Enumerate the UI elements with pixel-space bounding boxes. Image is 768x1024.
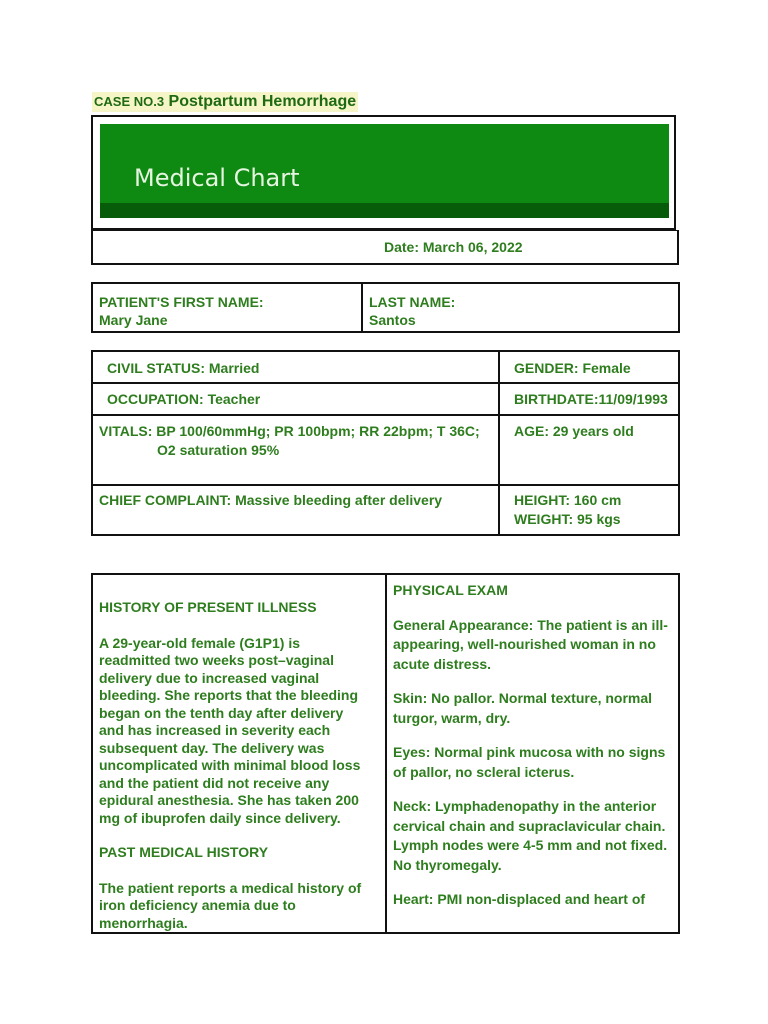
history-exam-table — [91, 573, 680, 934]
occupation: OCCUPATION: Teacher — [92, 383, 499, 415]
pe-skin: Skin: No pallor. Normal texture, normal turgor, warm, dry. — [393, 690, 653, 726]
age: AGE: 29 years old — [499, 415, 679, 485]
height-weight-cell — [499, 485, 679, 535]
chief-complaint: CHIEF COMPLAINT: Massive bleeding after delivery — [92, 485, 499, 535]
medical-chart-banner — [100, 124, 669, 218]
pmh-heading: PAST MEDICAL HISTORY — [99, 844, 269, 860]
pe-general: General Appearance: The patient is an ill-appearing, well-nourished woman in no acute distress. — [393, 616, 668, 672]
pe-heading: PHYSICAL EXAM — [393, 582, 508, 598]
gender: GENDER: Female — [499, 351, 679, 383]
patient-info-table — [91, 350, 680, 536]
banner-title: Medical Chart — [134, 164, 300, 192]
last-name-label: LAST NAME: — [369, 294, 456, 310]
first-name-label: PATIENT'S FIRST NAME: — [99, 294, 264, 310]
patient-name-table — [91, 282, 680, 333]
pe-heart: Heart: PMI non-displaced and heart of — [393, 891, 646, 907]
pe-neck: Neck: Lymphadenopathy in the anterior cervical chain and supraclavicular chain. Lymph nodes were 4-5 mm and not fixed. No thyromegaly. — [393, 798, 668, 873]
case-name: Postpartum Hemorrhage — [168, 93, 357, 110]
case-number: CASE NO.3 — [94, 94, 165, 109]
hpi-text: A 29-year-old female (G1P1) is readmitted two weeks post–vaginal delivery due to increased vaginal bleeding. She reports that the bleeding began on the tenth day after delivery and has increased in severity each subsequent day. The delivery was uncomplicated with minimal blood loss and the patient did not receive any epidural anesthesia. She has taken 200 mg of ibuprofen daily since delivery. — [99, 634, 361, 826]
chart-header — [91, 115, 676, 230]
first-name-cell — [92, 283, 362, 332]
pe-eyes: Eyes: Normal pink mucosa with no signs of pallor, no scleral icterus. — [393, 744, 666, 780]
vitals-line-1: VITALS: BP 100/60mmHg; PR 100bpm; RR 22bpm; T 36C; — [99, 423, 480, 439]
civil-status: CIVIL STATUS: Married — [92, 351, 499, 383]
first-name-value: Mary Jane — [99, 312, 168, 328]
vitals-cell — [92, 415, 499, 485]
height: HEIGHT: 160 cm — [514, 492, 622, 508]
case-title — [92, 92, 358, 112]
birthdate: BIRTHDATE:11/09/1993 — [499, 383, 679, 415]
physical-exam-cell — [386, 574, 679, 933]
banner-stripe — [100, 203, 669, 218]
hpi-heading: HISTORY OF PRESENT ILLNESS — [99, 599, 317, 615]
weight: WEIGHT: 95 kgs — [514, 511, 621, 527]
date-row — [91, 230, 679, 265]
last-name-value: Santos — [369, 312, 416, 328]
vitals-line-2: O2 saturation 95% — [157, 442, 280, 458]
history-cell — [92, 574, 386, 933]
chart-date: Date: March 06, 2022 — [384, 239, 523, 255]
last-name-cell — [362, 283, 679, 332]
pmh-text: The patient reports a medical history of iron deficiency anemia due to menorrhagia. — [99, 879, 362, 931]
